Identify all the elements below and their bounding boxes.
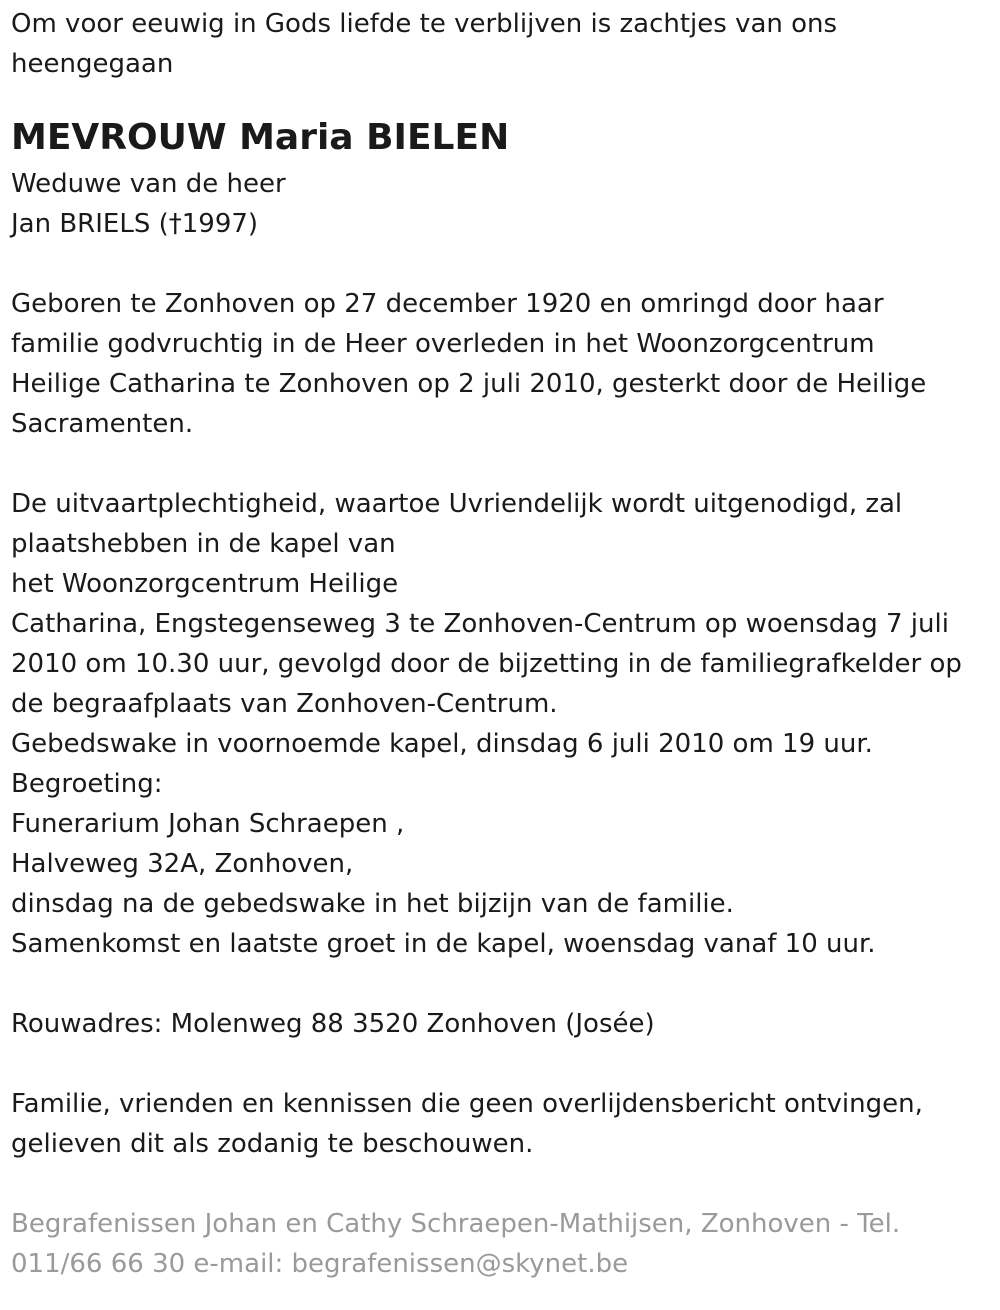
footer-line: 011/66 66 30 e-mail: begrafenissen@skynet.be xyxy=(11,1249,629,1279)
footer-line: Begrafenissen Johan en Cathy Schraepen-Mathijsen, Zonhoven - Tel. xyxy=(11,1209,901,1239)
paragraph-line: Samenkomst en laatste groet in de kapel, woensdag vanaf 10 uur. xyxy=(11,929,876,959)
paragraph-line: Gebedswake in voornoemde kapel, dinsdag 6 juli 2010 om 19 uur. xyxy=(11,729,873,759)
intro-line: Om voor eeuwig in Gods liefde te verblijven is zachtjes van ons xyxy=(11,9,838,39)
mourning-address xyxy=(11,1004,986,1044)
paragraph-line: Funerarium Johan Schraepen , xyxy=(11,809,405,839)
paragraph-line: dinsdag na de gebedswake in het bijzijn van de familie. xyxy=(11,889,734,919)
paragraph-line: Sacramenten. xyxy=(11,409,194,439)
paragraph-line: Familie, vrienden en kennissen die geen overlijdensbericht ontvingen, xyxy=(11,1089,923,1119)
intro-line: heengegaan xyxy=(11,49,174,79)
paragraph-line: plaatshebben in de kapel van xyxy=(11,529,396,559)
paragraph-line: 2010 om 10.30 uur, gevolgd door de bijzetting in de familiegrafkelder op xyxy=(11,649,962,679)
spouse-line: Weduwe van de heer xyxy=(11,169,286,199)
spacer xyxy=(11,244,986,284)
ceremony-paragraph xyxy=(11,484,986,964)
paragraph-line: Begroeting: xyxy=(11,769,163,799)
obituary-notice xyxy=(11,4,986,1284)
paragraph-line: De uitvaartplechtigheid, waartoe Uvriendelijk wordt uitgenodigd, zal xyxy=(11,489,903,519)
birth-death-paragraph xyxy=(11,284,986,444)
paragraph-line: Heilige Catharina te Zonhoven op 2 juli 2010, gesterkt door de Heilige xyxy=(11,369,927,399)
spouse-info xyxy=(11,164,986,244)
paragraph-line: familie godvruchtig in de Heer overleden in het Woonzorgcentrum xyxy=(11,329,875,359)
paragraph-line: Halveweg 32A, Zonhoven, xyxy=(11,849,354,879)
notice-paragraph xyxy=(11,1084,986,1164)
spacer xyxy=(11,1044,986,1084)
spouse-line: Jan BRIELS (†1997) xyxy=(11,209,259,239)
spacer xyxy=(11,444,986,484)
paragraph-line: het Woonzorgcentrum Heilige xyxy=(11,569,399,599)
paragraph-line: Catharina, Engstegenseweg 3 te Zonhoven-Centrum op woensdag 7 juli xyxy=(11,609,949,639)
intro-text xyxy=(11,4,986,84)
funeral-home-footer xyxy=(11,1204,986,1284)
paragraph-line: Geboren te Zonhoven op 27 december 1920 en omringd door haar xyxy=(11,289,884,319)
address-line: Rouwadres: Molenweg 88 3520 Zonhoven (Josée) xyxy=(11,1009,655,1039)
paragraph-line: gelieven dit als zodanig te beschouwen. xyxy=(11,1129,534,1159)
spacer xyxy=(11,964,986,1004)
paragraph-line: de begraafplaats van Zonhoven-Centrum. xyxy=(11,689,558,719)
deceased-name: MEVROUW Maria BIELEN xyxy=(11,117,510,158)
